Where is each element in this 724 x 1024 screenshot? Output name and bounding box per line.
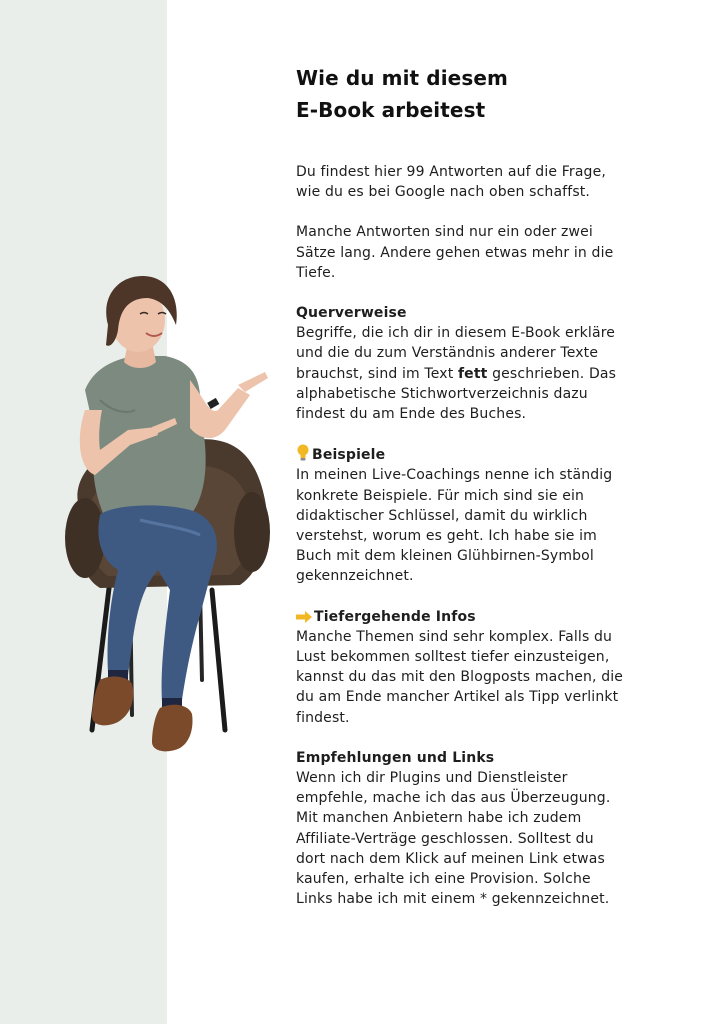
body-text: [296, 162, 626, 910]
section-tiefergehend: [296, 607, 626, 728]
page-title-line-2: E-Book arbeitest: [296, 98, 486, 122]
lightbulb-icon: [296, 444, 310, 461]
section-title-beispiele: Beispiele: [312, 447, 386, 464]
author-photo: [40, 270, 275, 775]
querverweise-bold-word: fett: [457, 365, 488, 382]
empfehlungen-text: Wenn ich dir Plugins und Dienstleister empfehle, mache ich das aus Überzeugung. Mit manchen Anbietern habe ich zudem Affiliate-Verträge geschlossen. Solltest du dort nach dem Klick auf meinen Link etwas kaufen, erhalte ich eine Provision. Solche Links habe ich mit einem * gekennzeichnet.: [296, 770, 611, 908]
tiefergehend-text: Manche Themen sind sehr komplex. Falls du Lust bekommen solltest tiefer einzusteigen, kannst du das mit den Blogposts machen, die du am Ende mancher Artikel als Tipp verlinkt findest.: [296, 628, 624, 726]
page-title: [296, 62, 626, 126]
section-title-empfehlungen: Empfehlungen und Links: [296, 749, 495, 766]
beispiele-text: In meinen Live-Coachings nenne ich ständig konkrete Beispiele. Für mich sind sie ein didaktischer Schlüssel, damit du wirklich verstehst, worum es geht. Ich habe sie im Buch mit dem kleinen Glühbirnen-Symbol gekennzeichnet.: [296, 467, 613, 585]
section-title-querverweise: Querverweise: [296, 305, 407, 322]
section-querverweise: [296, 303, 626, 424]
section-title-row-beispiele: [296, 444, 626, 465]
page-title-line-1: Wie du mit diesem: [296, 66, 508, 90]
querverweise-text-after: geschrieben. Das alphabetische Stichwortverzeichnis dazu findest du am Ende des Buches.: [296, 365, 617, 423]
intro-paragraph-2: Manche Antworten sind nur ein oder zwei Sätze lang. Andere gehen etwas mehr in die Tiefe.: [296, 224, 614, 281]
section-empfehlungen: [296, 748, 626, 910]
section-title-tiefergehend: Tiefergehende Infos: [314, 608, 476, 625]
querverweise-text-before: Begriffe, die ich dir in diesem E-Book erkläre und die du zum Verständnis anderer Texte brauchst, sind im Text: [296, 325, 616, 382]
section-beispiele: [296, 444, 626, 586]
arrow-right-icon: [296, 611, 312, 623]
intro-paragraph-1: Du findest hier 99 Antworten auf die Frage, wie du es bei Google nach oben schaffst.: [296, 164, 606, 201]
main-content: [296, 62, 626, 930]
section-title-row-tiefergehend: [296, 607, 626, 627]
